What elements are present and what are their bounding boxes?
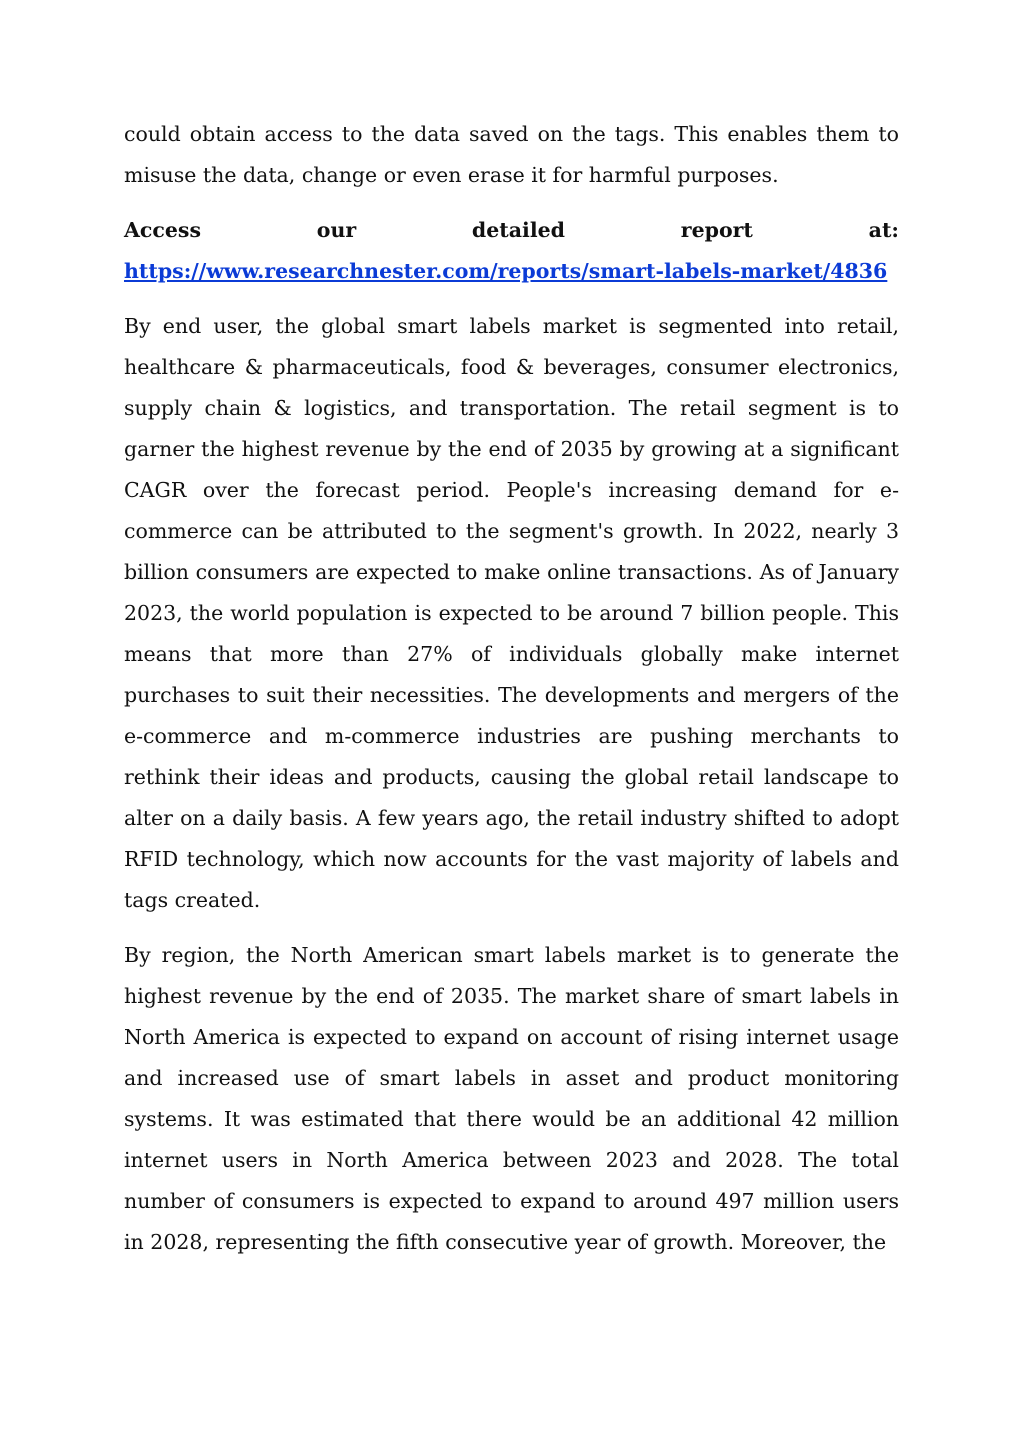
document-page	[124, 114, 899, 1263]
region-paragraph: By region, the North American smart labels market is to generate the highest revenue by the end of 2035. The market share of smart labels in North America is expected to expand on account of rising internet usage and increased use of smart labels in asset and product monitoring systems. It was estimated that there would be an additional 42 million internet users in North America between 2023 and 2028. The total number of consumers is expected to expand to around 497 million users in 2028, representing the fifth consecutive year of growth. Moreover, the	[124, 943, 899, 1254]
access-report-label: Access our detailed report at:	[124, 218, 899, 242]
end-user-paragraph: By end user, the global smart labels market is segmented into retail, healthcare & pharmaceuticals, food & beverages, consumer electronics, supply chain & logistics, and transportation. The retail segment is to garner the highest revenue by the end of 2035 by growing at a significant CAGR over the forecast period. People's increasing demand for e-commerce can be attributed to the segment's growth. In 2022, nearly 3 billion consumers are expected to make online transactions. As of January 2023, the world population is expected to be around 7 billion people. This means that more than 27% of individuals globally make internet purchases to suit their necessities. The developments and mergers of the e-commerce and m-commerce industries are pushing merchants to rethink their ideas and products, causing the global retail landscape to alter on a daily basis. A few years ago, the retail industry shifted to adopt RFID technology, which now accounts for the vast majority of labels and tags created.	[124, 314, 899, 912]
intro-paragraph: could obtain access to the data saved on the tags. This enables them to misuse the data, change or even erase it for harmful purposes.	[124, 122, 899, 187]
report-link[interactable]: https://www.researchnester.com/reports/smart-labels-market/4836	[124, 259, 888, 283]
access-report-link-line	[124, 251, 899, 292]
